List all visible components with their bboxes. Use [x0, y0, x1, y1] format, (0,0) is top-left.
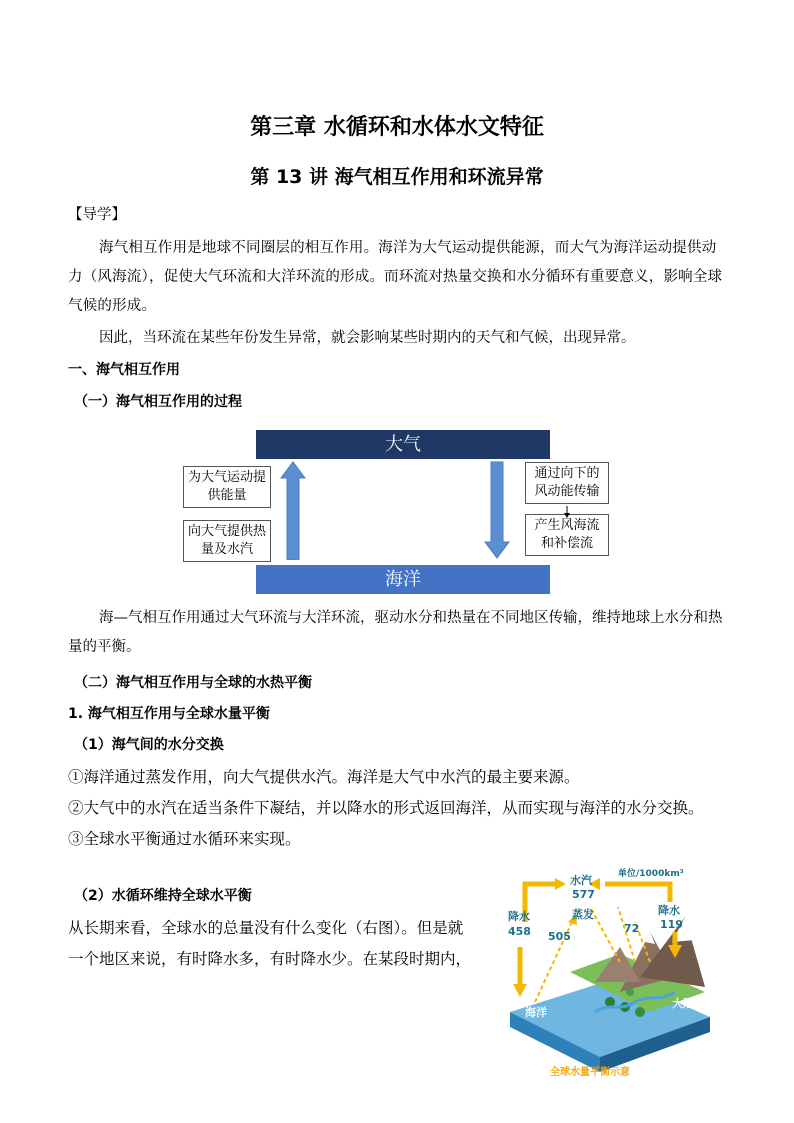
evap-label: 蒸发 [572, 908, 594, 921]
left-box-energy: 为大气运动提供能量 [183, 466, 271, 508]
down-arrow-icon [485, 462, 509, 558]
guide-paragraph-2: 因此，当环流在某些年份发生异常，就会影响某些时期内的天气和气候，出现异常。 [99, 330, 636, 346]
guide-paragraph-1: 海气相互作用是地球不同圈层的相互作用。海洋为大气运动提供能源，而大气为海洋运动提供动力（风海流），促使大气环流和大洋环流的形成。而环流对热量交换和水分循环有重要意义，影响全球气候的形成。 [68, 240, 723, 314]
list-item-2: ②大气中的水汽在适当条件下凝结，并以降水的形式返回海洋，从而实现与海洋的水分交换。 [68, 799, 704, 817]
guide-label: 【导学】 [68, 207, 126, 223]
ocean-label: 海洋 [525, 1006, 547, 1019]
ocean-bar: 海洋 [256, 565, 550, 594]
land-evap-value: 72 [624, 922, 640, 935]
flow-arrows [280, 460, 520, 560]
small-down-arrow-icon [562, 503, 572, 515]
land-label: 大陆 [672, 997, 694, 1010]
vapor-value: 577 [572, 888, 595, 901]
list-item-1: ①海洋通过蒸发作用，向大气提供水汽。海洋是大气中水汽的最主要来源。 [68, 768, 580, 786]
subsection-2-1-heading: 1. 海气相互作用与全球水量平衡 [68, 706, 270, 722]
water-balance-figure [500, 862, 720, 1087]
section-1-heading: 一、海气相互作用 [68, 362, 180, 378]
unit-label: 单位/1000km³ [618, 869, 684, 879]
precip-left-label: 降水 [508, 910, 530, 923]
subsection-2-1-2-heading: （2）水循环维持全球水平衡 [74, 888, 252, 904]
right-box-wind-energy: 通过向下的风动能传输 [525, 462, 609, 504]
precip-right-value: 119 [660, 918, 683, 931]
precip-left-value: 458 [508, 925, 531, 938]
subsection-2-1-1-heading: （1）海气间的水分交换 [74, 737, 224, 753]
right-box-currents: 产生风海流和补偿流 [525, 514, 609, 556]
figure-caption: 全球水量平衡示意 [550, 1067, 630, 1078]
last-paragraph-line-1: 从长期来看，全球水的总量没有什么变化（右图）。但是就 [68, 919, 464, 937]
list-item-3: ③全球水平衡通过水循环来实现。 [68, 830, 301, 848]
paragraph-after-diagram: 海—气相互作用通过大气环流与大洋环流，驱动水分和热量在不同地区传输，维持地球上水分和热量的平衡。 [68, 610, 723, 655]
evap-value: 505 [548, 930, 571, 943]
precip-right-label: 降水 [658, 904, 680, 917]
left-box-heat-vapor: 向大气提供热量及水汽 [183, 520, 271, 562]
atmosphere-bar: 大气 [256, 430, 550, 459]
chapter-title: 第三章 水循环和水体水文特征 [250, 115, 544, 140]
vapor-label: 水汽 [570, 874, 592, 887]
up-arrow-icon [281, 462, 305, 560]
subsection-2-heading: （二）海气相互作用与全球的水热平衡 [74, 675, 312, 691]
last-paragraph-line-2: 一个地区来说，有时降水多，有时降水少。在某段时期内， [68, 950, 472, 968]
lecture-title: 第 13 讲 海气相互作用和环流异常 [250, 166, 544, 188]
subsection-1-heading: （一）海气相互作用的过程 [74, 394, 242, 410]
